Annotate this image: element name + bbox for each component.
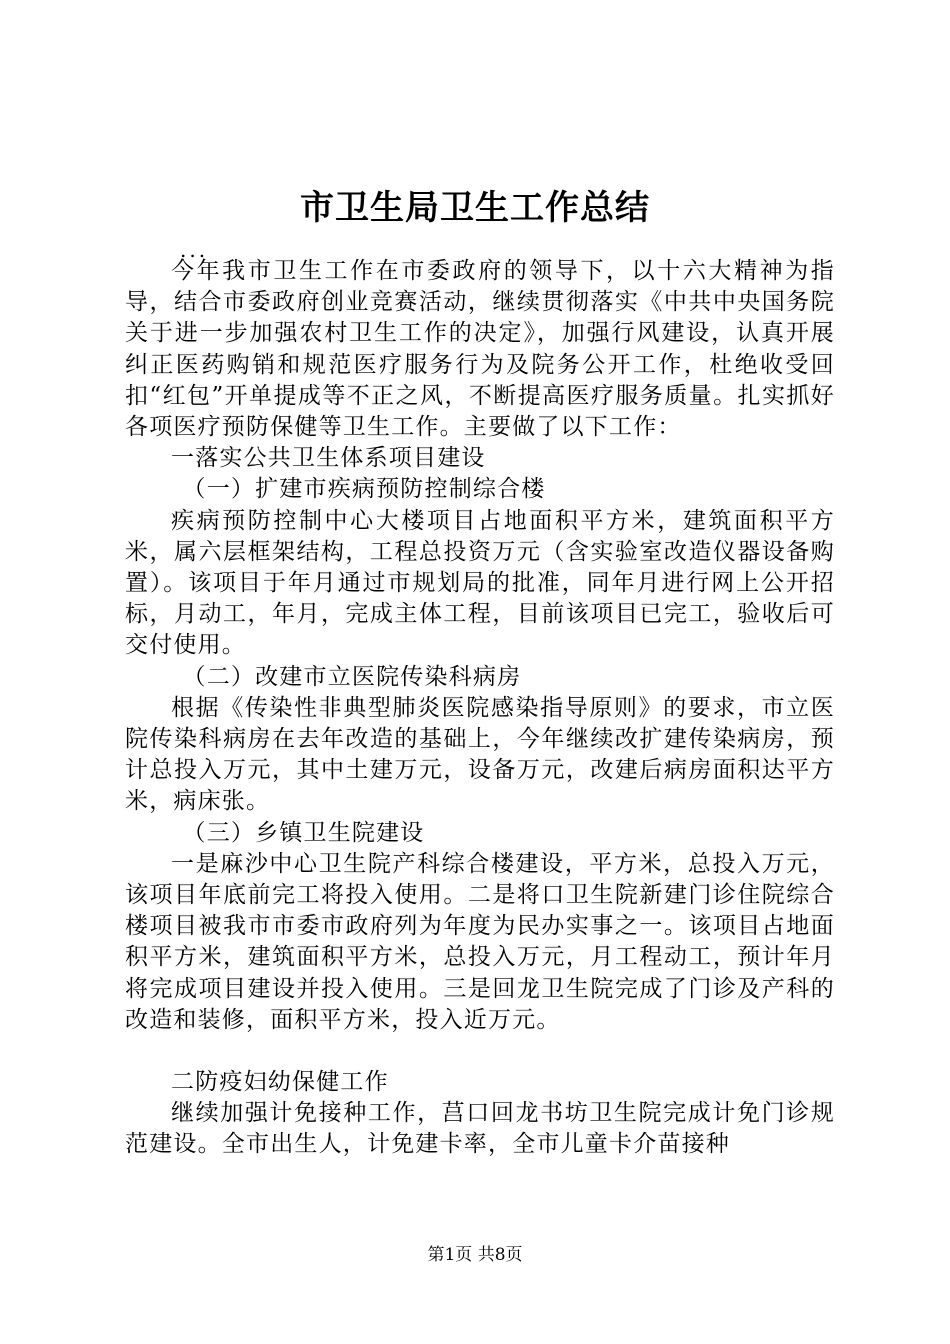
section-heading-1: 一落实公共卫生体系项目建设 — [171, 445, 486, 472]
body-paragraph: 一是麻沙中心卫生院产科综合楼建设，平方米，总投入万元，该项目年底前完工将投入使用。二是将口卫生院新建门诊住院综合楼项目被我市市委市政府列为年度为民办实事之一。该项目占地面积平方米，建筑面积平方米，总投入万元，月工程动工，预计年月将完成项目建设并投入使用。三是回龙卫生院完成了门诊及产科的改造和装修，面积平方米，投入近万元。 — [125, 850, 835, 1033]
intro-paragraph: 今年我市卫生工作在市委政府的领导下，以十六大精神为指导，结合市委政府创业竞赛活动，继续贯彻落实《中共中央国务院关于进一步加强农村卫生工作的决定》，加强行风建设，认真开展纠正医药购销和规范医疗服务行为及院务公开工作，杜绝收受回扣“红包”开单提成等不正之风，不断提高医疗服务质量。扎实抓好各项医疗预防保健等卫生工作。主要做了以下工作： — [125, 258, 835, 441]
subsection-heading-2: （二）改建市立医院传染科病房 — [182, 663, 522, 690]
document-title: 市卫生局卫生工作总结 — [300, 188, 650, 228]
document-body — [125, 256, 835, 1161]
ellipsis-marker: ... — [180, 238, 209, 262]
page-footer: 第1页 共8页 — [427, 1245, 523, 1265]
subsection-heading-1: （一）扩建市疾病预防控制综合楼 — [182, 476, 546, 503]
section-heading-2: 二防疫妇幼保健工作 — [171, 1069, 389, 1096]
body-paragraph: 根据《传染性非典型肺炎医院感染指导原则》的要求，市立医院传染科病房在去年改造的基础上，今年继续改扩建传染病房，预计总投入万元，其中土建万元，设备万元，改建后病房面积达平方米，病床张。 — [125, 694, 835, 815]
subsection-heading-3: （三）乡镇卫生院建设 — [182, 819, 425, 846]
body-paragraph: 疾病预防控制中心大楼项目占地面积平方米，建筑面积平方米，属六层框架结构，工程总投资万元（含实验室改造仪器设备购置）。该项目于年月通过市规划局的批准，同年月进行网上公开招标，月动工，年月，完成主体工程，目前该项目已完工，验收后可交付使用。 — [125, 507, 835, 659]
body-paragraph: 继续加强计免接种工作，莒口回龙书坊卫生院完成计免门诊规范建设。全市出生人，计免建卡率，全市儿童卡介苗接种 — [125, 1100, 835, 1158]
